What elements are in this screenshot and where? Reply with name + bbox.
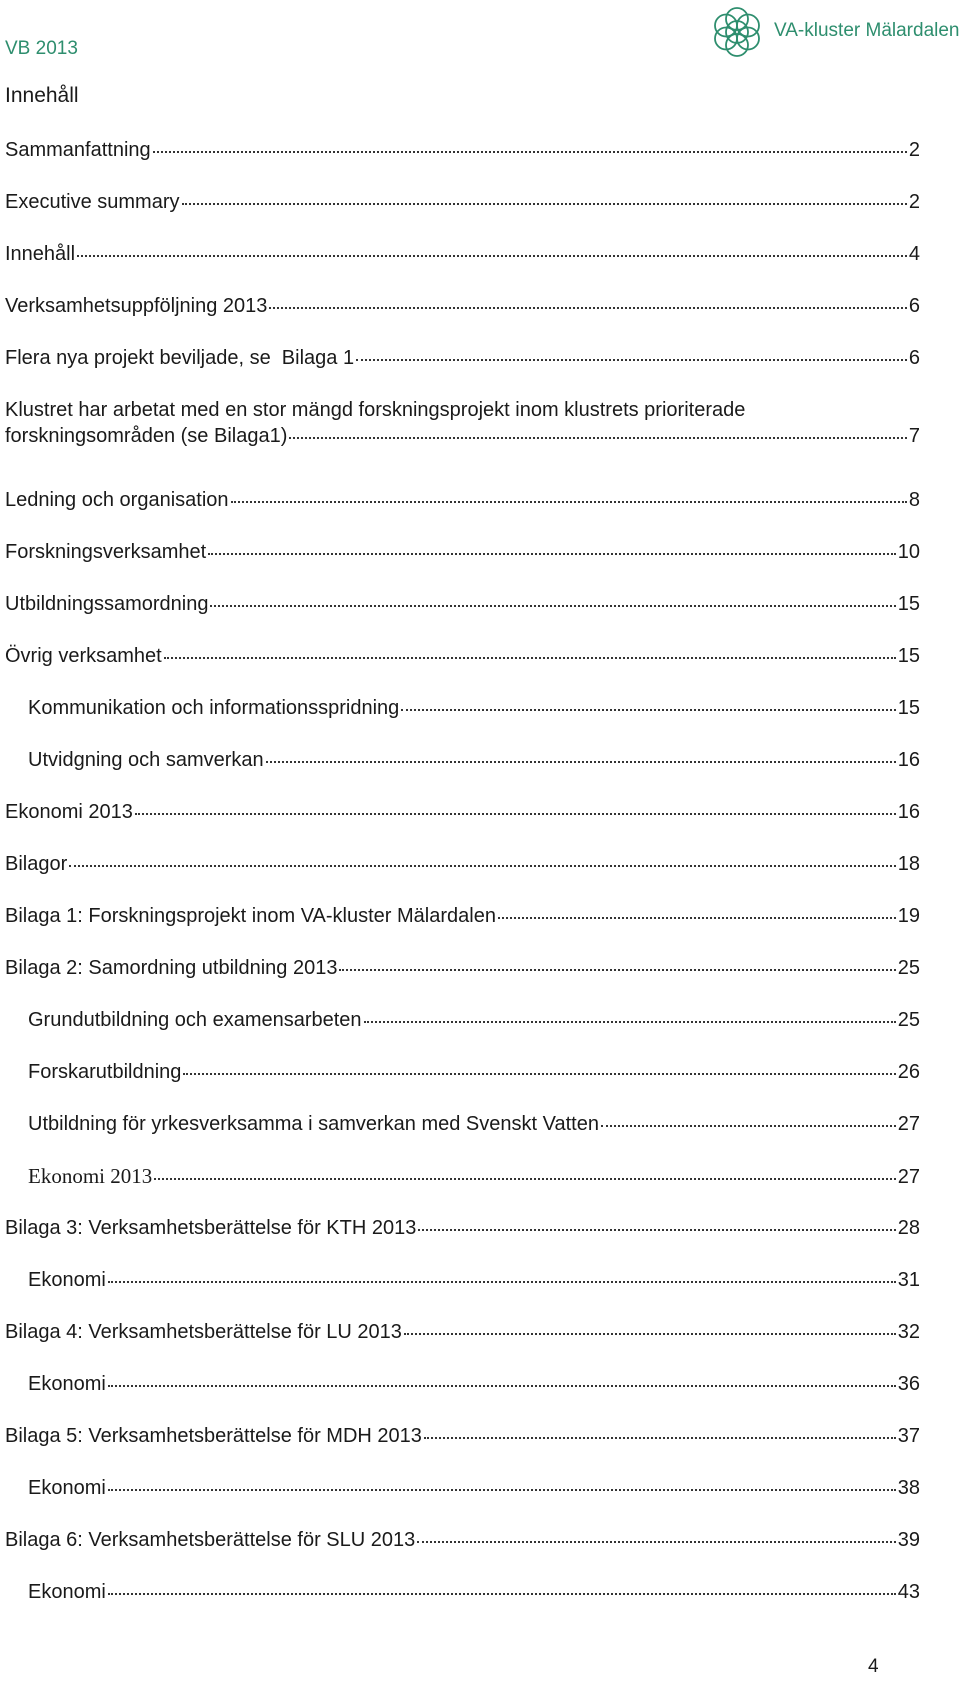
toc-entry-ekonomi-2013[interactable]: [5, 799, 920, 825]
dot-leader: [164, 657, 896, 659]
dot-leader: [182, 203, 907, 205]
toc-entry-forskarutbildning[interactable]: [28, 1059, 920, 1085]
dot-leader: [108, 1385, 896, 1387]
dot-leader: [231, 501, 907, 503]
toc-entry-label: Ledning och organisation: [5, 489, 229, 511]
toc-entry-bilaga-3[interactable]: [5, 1215, 920, 1241]
toc-entry-utbildningssamordning[interactable]: [5, 591, 920, 617]
toc-entry-label: Innehåll: [5, 243, 76, 265]
toc-entry-page: 32: [897, 1321, 920, 1343]
toc-entry-page: 16: [897, 801, 920, 823]
toc-entry-label: Bilagor: [5, 853, 68, 875]
toc-entry-label: Utbildning för yrkesverksamma i samverkan med Svenskt Vatten: [28, 1113, 599, 1135]
dot-leader: [289, 437, 907, 439]
toc-entry-label: Verksamhetsuppföljning 2013: [5, 295, 268, 317]
toc-entry-bilaga-5[interactable]: [5, 1423, 920, 1449]
toc-entry-label: Ekonomi: [28, 1269, 106, 1291]
dot-leader: [417, 1541, 896, 1543]
toc-entry-page: 2: [908, 191, 920, 213]
toc-entry-label-line1: Klustret har arbetat med en stor mängd forskningsprojekt inom klustrets prioriterade: [5, 399, 746, 421]
toc-entry-page: 36: [897, 1373, 920, 1395]
toc-entry-label: Utvidgning och samverkan: [28, 749, 264, 771]
toc-entry-page: 43: [897, 1581, 920, 1603]
toc-entry-ekonomi-mdh[interactable]: [28, 1475, 920, 1501]
dot-leader: [356, 359, 907, 361]
dot-leader: [77, 255, 907, 257]
toc-entry-sammanfattning[interactable]: [5, 137, 920, 163]
toc-entry-label: Bilaga 4: Verksamhetsberättelse för LU 2013: [5, 1321, 402, 1343]
dot-leader: [153, 151, 907, 153]
toc-entry-label: Ekonomi 2013: [5, 801, 133, 823]
toc-entry-label: Utbildningssamordning: [5, 593, 209, 615]
toc-entry-label: Bilaga 2: Samordning utbildning 2013: [5, 957, 338, 979]
toc-entry-label: Bilaga 6: Verksamhetsberättelse för SLU 2013: [5, 1529, 416, 1551]
toc-entry-page: 15: [897, 697, 920, 719]
toc-entry-page: 26: [897, 1061, 920, 1083]
toc-entry-flera-nya-projekt[interactable]: [5, 345, 920, 371]
dot-leader: [498, 917, 896, 919]
dot-leader: [208, 553, 896, 555]
dot-leader: [69, 865, 895, 867]
toc-entry-page: 19: [897, 905, 920, 927]
toc-entry-label: Övrig verksamhet: [5, 645, 162, 667]
toc-entry-line2: [5, 423, 920, 449]
toc-entry-page: 25: [897, 1009, 920, 1031]
toc-entry-bilagor[interactable]: [5, 851, 920, 877]
toc-entry-page: 18: [897, 853, 920, 875]
toc-entry-label: Bilaga 5: Verksamhetsberättelse för MDH 2013: [5, 1425, 422, 1447]
toc-entry-bilaga-2[interactable]: [5, 955, 920, 981]
toc-entry-label: Grundutbildning och examensarbeten: [28, 1009, 362, 1031]
logo-text: VA-kluster Mälardalen: [774, 20, 960, 41]
toc-entry-ekonomi-kth[interactable]: [28, 1267, 920, 1293]
toc-entry-label: Forskningsverksamhet: [5, 541, 207, 563]
toc-entry-ledning[interactable]: [5, 487, 920, 513]
dot-leader: [418, 1229, 895, 1231]
toc-entry-page: 27: [897, 1113, 920, 1135]
toc-heading: Innehåll: [5, 84, 79, 107]
toc-entry-label: Ekonomi: [28, 1373, 106, 1395]
toc-entry-label: Ekonomi 2013: [28, 1164, 153, 1188]
toc-entry-label: Ekonomi: [28, 1581, 106, 1603]
dot-leader: [108, 1489, 896, 1491]
toc-entry-utbildning-yrkesverksamma[interactable]: [28, 1111, 920, 1137]
page-number: 4: [868, 1656, 879, 1677]
toc-entry-grundutbildning[interactable]: [28, 1007, 920, 1033]
toc-entry-page: 37: [897, 1425, 920, 1447]
dot-leader: [183, 1073, 895, 1075]
toc-entry-verksamhetsuppfoljning[interactable]: [5, 293, 920, 319]
toc-entry-label: Ekonomi: [28, 1477, 106, 1499]
toc-entry-page: 39: [897, 1529, 920, 1551]
toc-entry-innehall[interactable]: [5, 241, 920, 267]
dot-leader: [404, 1333, 896, 1335]
toc-entry-label: Sammanfattning: [5, 139, 151, 161]
dot-leader: [339, 969, 895, 971]
toc-entry-page: 8: [908, 489, 920, 511]
dot-leader: [135, 813, 896, 815]
toc-entry-page: 38: [897, 1477, 920, 1499]
toc-entry-ekonomi-2013-sub[interactable]: [28, 1163, 920, 1190]
toc-entry-page: 15: [897, 645, 920, 667]
toc-entry-page: 25: [897, 957, 920, 979]
toc-entry-page: 16: [897, 749, 920, 771]
toc-entry-label: Executive summary: [5, 191, 180, 213]
dot-leader: [424, 1437, 896, 1439]
dot-leader: [108, 1593, 896, 1595]
toc-entry-page: 31: [897, 1269, 920, 1291]
toc-entry-klustret-har-arbetat[interactable]: [5, 397, 920, 449]
toc-entry-page: 10: [897, 541, 920, 563]
toc-entry-ovrig-verksamhet[interactable]: [5, 643, 920, 669]
dot-leader: [401, 709, 895, 711]
toc-entry-ekonomi-lu[interactable]: [28, 1371, 920, 1397]
toc-entry-page: 15: [897, 593, 920, 615]
toc-entry-page: 4: [908, 243, 920, 265]
toc-entry-page: 6: [908, 295, 920, 317]
toc-entry-label-line2: forskningsområden (se Bilaga1): [5, 425, 288, 447]
dot-leader: [364, 1021, 896, 1023]
toc-entry-label: Flera nya projekt beviljade, se Bilaga 1: [5, 347, 355, 369]
toc-entry-label: Forskarutbildning: [28, 1061, 182, 1083]
toc-entry-page: 6: [908, 347, 920, 369]
toc-entry-utvidgning[interactable]: [28, 747, 920, 773]
dot-leader: [269, 307, 906, 309]
toc-entry-ekonomi-slu[interactable]: [28, 1579, 920, 1605]
dot-leader: [108, 1281, 896, 1283]
toc-entry-kommunikation[interactable]: [28, 695, 920, 721]
toc-entry-forskningsverksamhet[interactable]: [5, 539, 920, 565]
toc-entry-page: 2: [908, 139, 920, 161]
toc-entry-page: 27: [897, 1166, 920, 1188]
toc-entry-page: 28: [897, 1217, 920, 1239]
toc-entry-bilaga-6[interactable]: [5, 1527, 920, 1553]
header-year-label: VB 2013: [5, 38, 78, 59]
toc-entry-executive-summary[interactable]: [5, 189, 920, 215]
dot-leader: [266, 761, 896, 763]
toc-entry-label: Bilaga 3: Verksamhetsberättelse för KTH 2013: [5, 1217, 417, 1239]
toc-entry-page: 7: [908, 425, 920, 447]
toc-entry-label: Bilaga 1: Forskningsprojekt inom VA-kluster Mälardalen: [5, 905, 496, 927]
toc-entry-label: Kommunikation och informationsspridning: [28, 697, 400, 719]
toc-entry-bilaga-4[interactable]: [5, 1319, 920, 1345]
dot-leader: [210, 605, 895, 607]
dot-leader: [154, 1178, 896, 1180]
toc-entry-bilaga-1[interactable]: [5, 903, 920, 929]
dot-leader: [601, 1125, 896, 1127]
